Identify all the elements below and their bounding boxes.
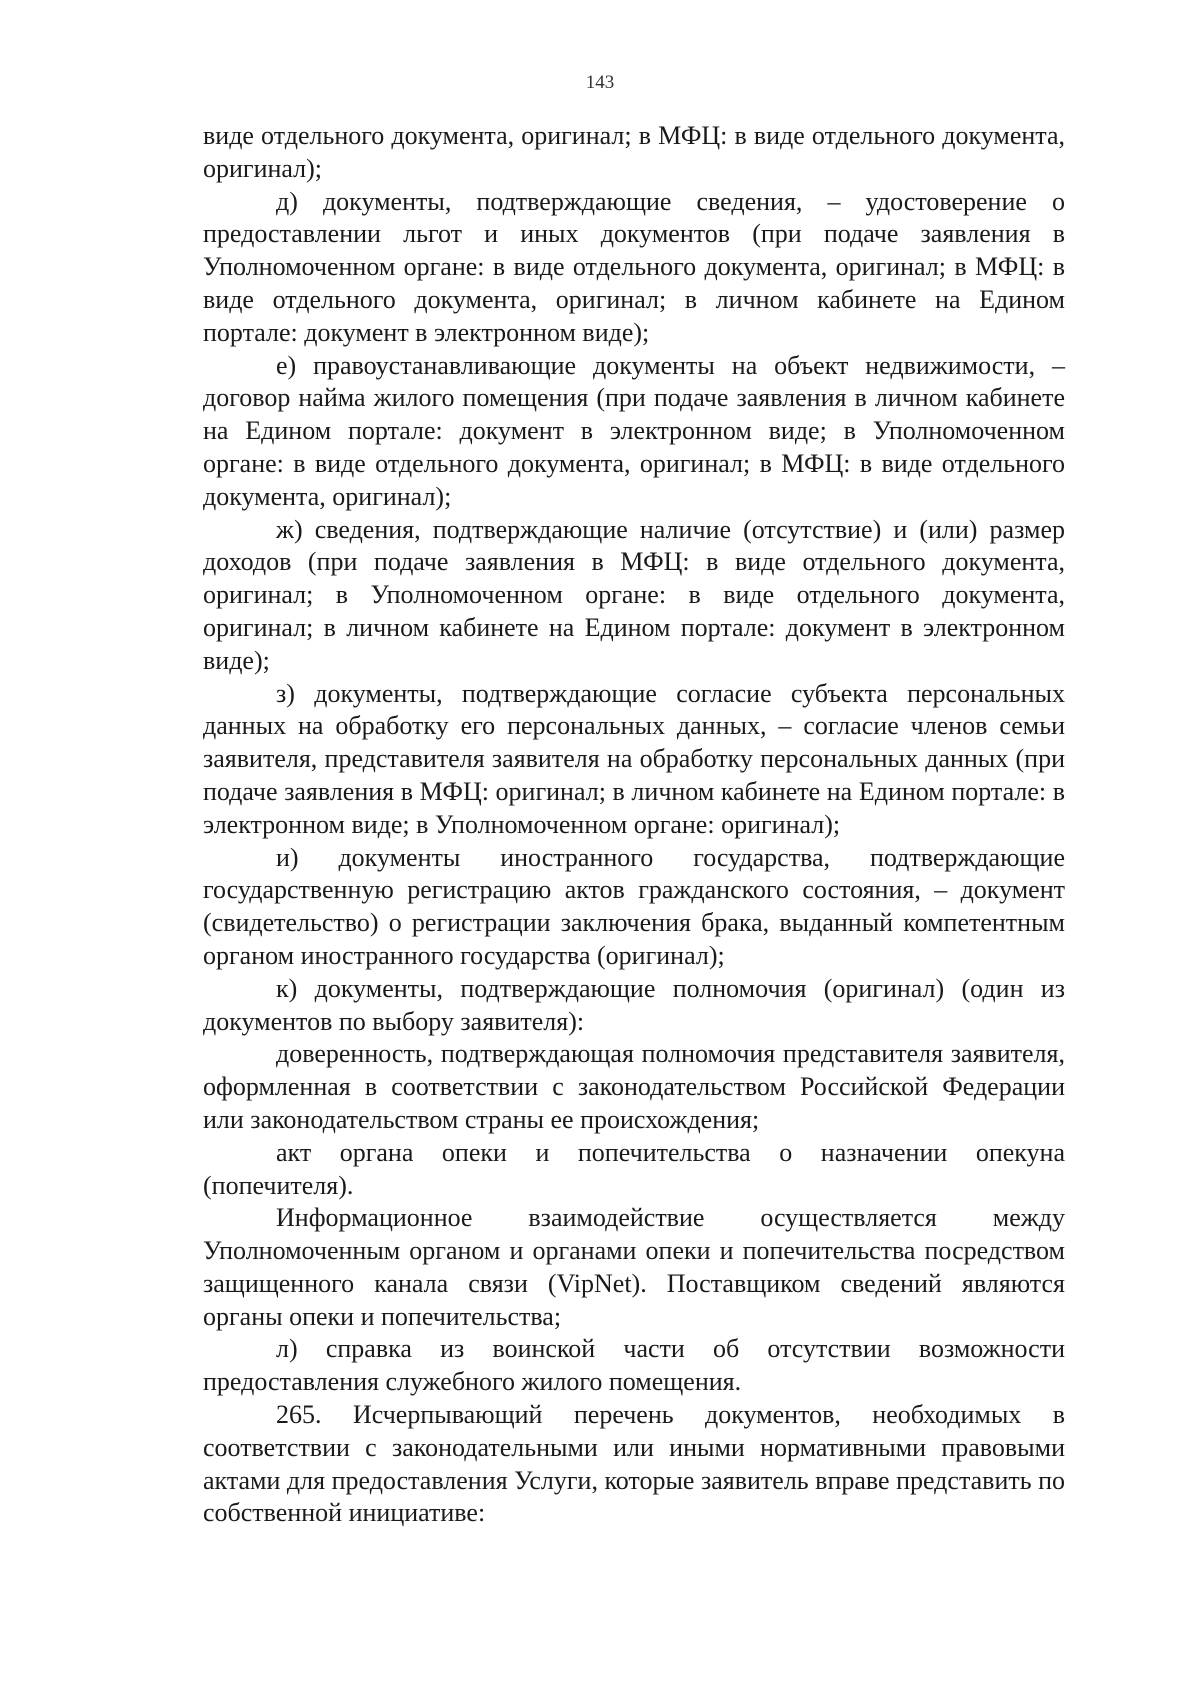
paragraph-item-k: к) документы, подтверждающие полномочия (оригинал) (один из документов по выбору заявителя): (203, 973, 1065, 1036)
paragraph-information-exchange: Информационное взаимодействие осуществляется между Уполномоченным органом и органами опеки и попечительства посредством защищенного канала связи (VipNet). Поставщиком сведений являются органы опеки и попечительства; (203, 1203, 1065, 1331)
paragraph-item-l: л) справка из воинской части об отсутствии возможности предоставления служебного жилого помещения. (203, 1334, 1065, 1397)
paragraph-item-z: з) документы, подтверждающие согласие субъекта персональных данных на обработку его персональных данных, – согласие членов семьи заявителя, представителя заявителя на обработку персональных данных (при подаче заявления в МФЦ: оригинал; в личном кабинете на Едином портале: в электронном виде; в Уполномоченном органе: оригинал); (203, 678, 1065, 839)
body-text (203, 120, 1065, 1530)
paragraph-guardianship-act: акт органа опеки и попечительства о назначении опекуна (попечителя). (203, 1137, 1065, 1200)
paragraph-item-e: е) правоустанавливающие документы на объект недвижимости, – договор найма жилого помещения (при подаче заявления в личном кабинете на Едином портале: документ в электронном виде; в Уполномоченном органе: в виде отдельного документа, оригинал; в МФЦ: в виде отдельного документа, оригинал); (203, 350, 1065, 511)
paragraph-continuation: виде отдельного документа, оригинал; в МФЦ: в виде отдельного документа, оригинал); (203, 121, 1065, 183)
paragraph-item-zh: ж) сведения, подтверждающие наличие (отсутствие) и (или) размер доходов (при подаче заявления в МФЦ: в виде отдельного документа, оригинал; в Уполномоченном органе: в виде отдельного документа, оригинал; в личном кабинете на Едином портале: документ в электронном виде); (203, 514, 1065, 675)
paragraph-power-of-attorney: доверенность, подтверждающая полномочия представителя заявителя, оформленная в соответствии с законодательством Российской Федерации или законодательством страны ее происхождения; (203, 1039, 1065, 1134)
paragraph-item-d: д) документы, подтверждающие сведения, – удостоверение о предоставлении льгот и иных документов (при подаче заявления в Уполномоченном органе: в виде отдельного документа, оригинал; в МФЦ: в виде отдельного документа, оригинал; в личном кабинете на Едином портале: документ в электронном виде); (203, 186, 1065, 347)
paragraph-item-i: и) документы иностранного государства, подтверждающие государственную регистрацию актов гражданского состояния, – документ (свидетельство) о регистрации заключения брака, выданный компетентным органом иностранного государства (оригинал); (203, 842, 1065, 970)
page-number: 143 (585, 72, 615, 93)
paragraph-section-265: 265. Исчерпывающий перечень документов, необходимых в соответствии с законодательными или иными нормативными правовыми актами для предоставления Услуги, которые заявитель вправе представить по собственной инициативе: (203, 1400, 1065, 1528)
